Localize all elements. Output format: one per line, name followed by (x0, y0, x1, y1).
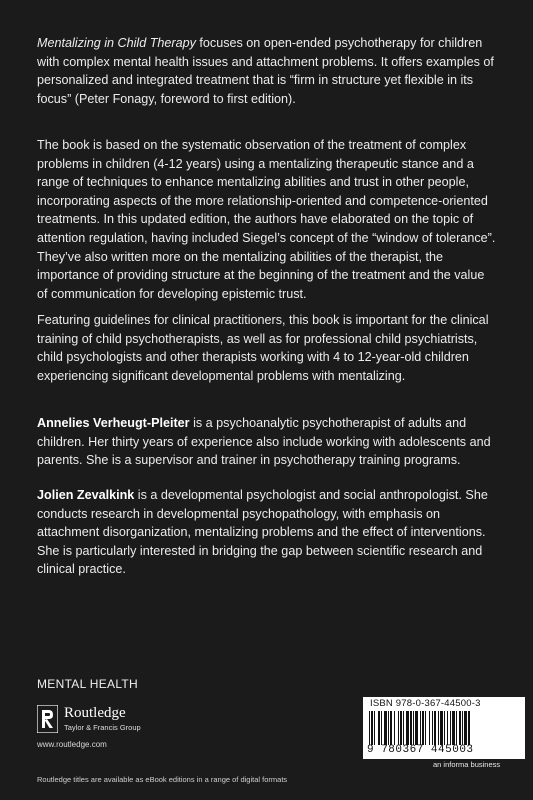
barcode-bar (422, 711, 424, 745)
subject-category: MENTAL HEALTH (37, 677, 139, 691)
barcode-bar (447, 711, 448, 745)
barcode-bar (459, 711, 461, 745)
barcode-bar (468, 711, 470, 745)
barcode-bar (388, 711, 389, 745)
publisher-name: Routledge (64, 705, 126, 721)
barcode-bar (378, 711, 380, 745)
barcode-bar (403, 711, 404, 745)
author-name-2: Jolien Zevalkink (37, 488, 135, 502)
author-name-1: Annelies Verheugt-Pleiter (37, 416, 190, 430)
barcode-bar (464, 711, 467, 745)
barcode-bar (432, 711, 433, 745)
barcode-bar (415, 711, 418, 745)
publisher-group: Taylor & Francis Group (64, 723, 141, 732)
barcode-bar (452, 711, 455, 745)
book-title-italic: Mentalizing in Child Therapy (37, 36, 196, 50)
barcode-bar (429, 711, 430, 745)
description-paragraph-1-text: focuses on open-ended psychotherapy for children with complex mental health issues and attachment problems. It offers examples of personalized and integrated treatment that is “firm in structure yet flexible in its focus” (Peter Fonagy, foreword to first edition). (37, 36, 494, 106)
barcode-bar (440, 711, 443, 745)
author-bio-2 (37, 486, 497, 579)
publisher-url: www.routledge.com (37, 740, 107, 749)
barcode-bar (425, 711, 426, 745)
barcode-bar (381, 711, 382, 745)
barcode-bar (400, 711, 402, 745)
barcode-bar (369, 711, 370, 745)
description-paragraph-2: The book is based on the systematic observation of the treatment of complex problems in children (4-12 years) using a mentalizing therapeutic stance and a range of techniques to enhance mentalizing abilities and trust in other people, incorporating aspects of the more relationship-oriented and competence-oriented treatments. In this updated edition, the authors have elaborated on the topic of attention regulation, having included Siegel’s concept of the “window of tolerance”. They’ve also written more on the mentalizing abilities of the therapist, the importance of providing structure at the beginning of the treatment and the value of communication for developing epistemic trust. (37, 138, 496, 301)
publisher-logo (37, 705, 217, 735)
ebook-note: Routledge titles are available as eBook editions in a range of digital formats (37, 775, 288, 784)
routledge-r-icon (37, 705, 58, 733)
author-bio-2-text: is a developmental psychologist and social anthropologist. She conducts research in developmental psychopathology, with emphasis on attachment disorganization, mentalizing problems and the effect of interventions. She is particularly interested in bridging the gap between scientific research and clinical practice. (37, 488, 488, 577)
author-bio-1 (37, 414, 497, 470)
description-paragraph-3: Featuring guidelines for clinical practitioners, this book is important for the clinical training of child psychotherapists, as well as for professional child psychiatrists, child psychologists and other therapists working with 4 to 12-year-old children experiencing significant developmental problems with mentalizing. (37, 313, 489, 383)
barcode-bar (450, 711, 451, 745)
barcode-bar (390, 711, 392, 745)
barcode-digits: 9 780367 445003 (367, 744, 474, 756)
isbn-label: ISBN 978-0-367-44500-3 (370, 698, 481, 709)
barcode-bar (462, 711, 463, 745)
barcode-bar (410, 711, 412, 745)
barcode-bars (367, 711, 519, 745)
barcode-bar (371, 711, 373, 745)
informa-tagline: an informa business (433, 760, 501, 769)
description-paragraph-1 (37, 34, 497, 108)
barcode-bar (438, 711, 439, 745)
barcode-bar (384, 711, 387, 745)
barcode-bar (394, 711, 395, 745)
barcode-bar (406, 711, 409, 745)
barcode-bar (398, 711, 399, 745)
barcode-bar (374, 711, 375, 745)
barcode-bar (456, 711, 457, 745)
barcode-bar (444, 711, 445, 745)
barcode-bar (413, 711, 414, 745)
barcode-bar (434, 711, 436, 745)
author-bio-1-text: is a psychoanalytic psychotherapist of adults and children. Her thirty years of experience also include working with adolescents and parents. She is a supervisor and trainer in psychotherapy training programs. (37, 416, 491, 468)
barcode-bar (420, 711, 421, 745)
